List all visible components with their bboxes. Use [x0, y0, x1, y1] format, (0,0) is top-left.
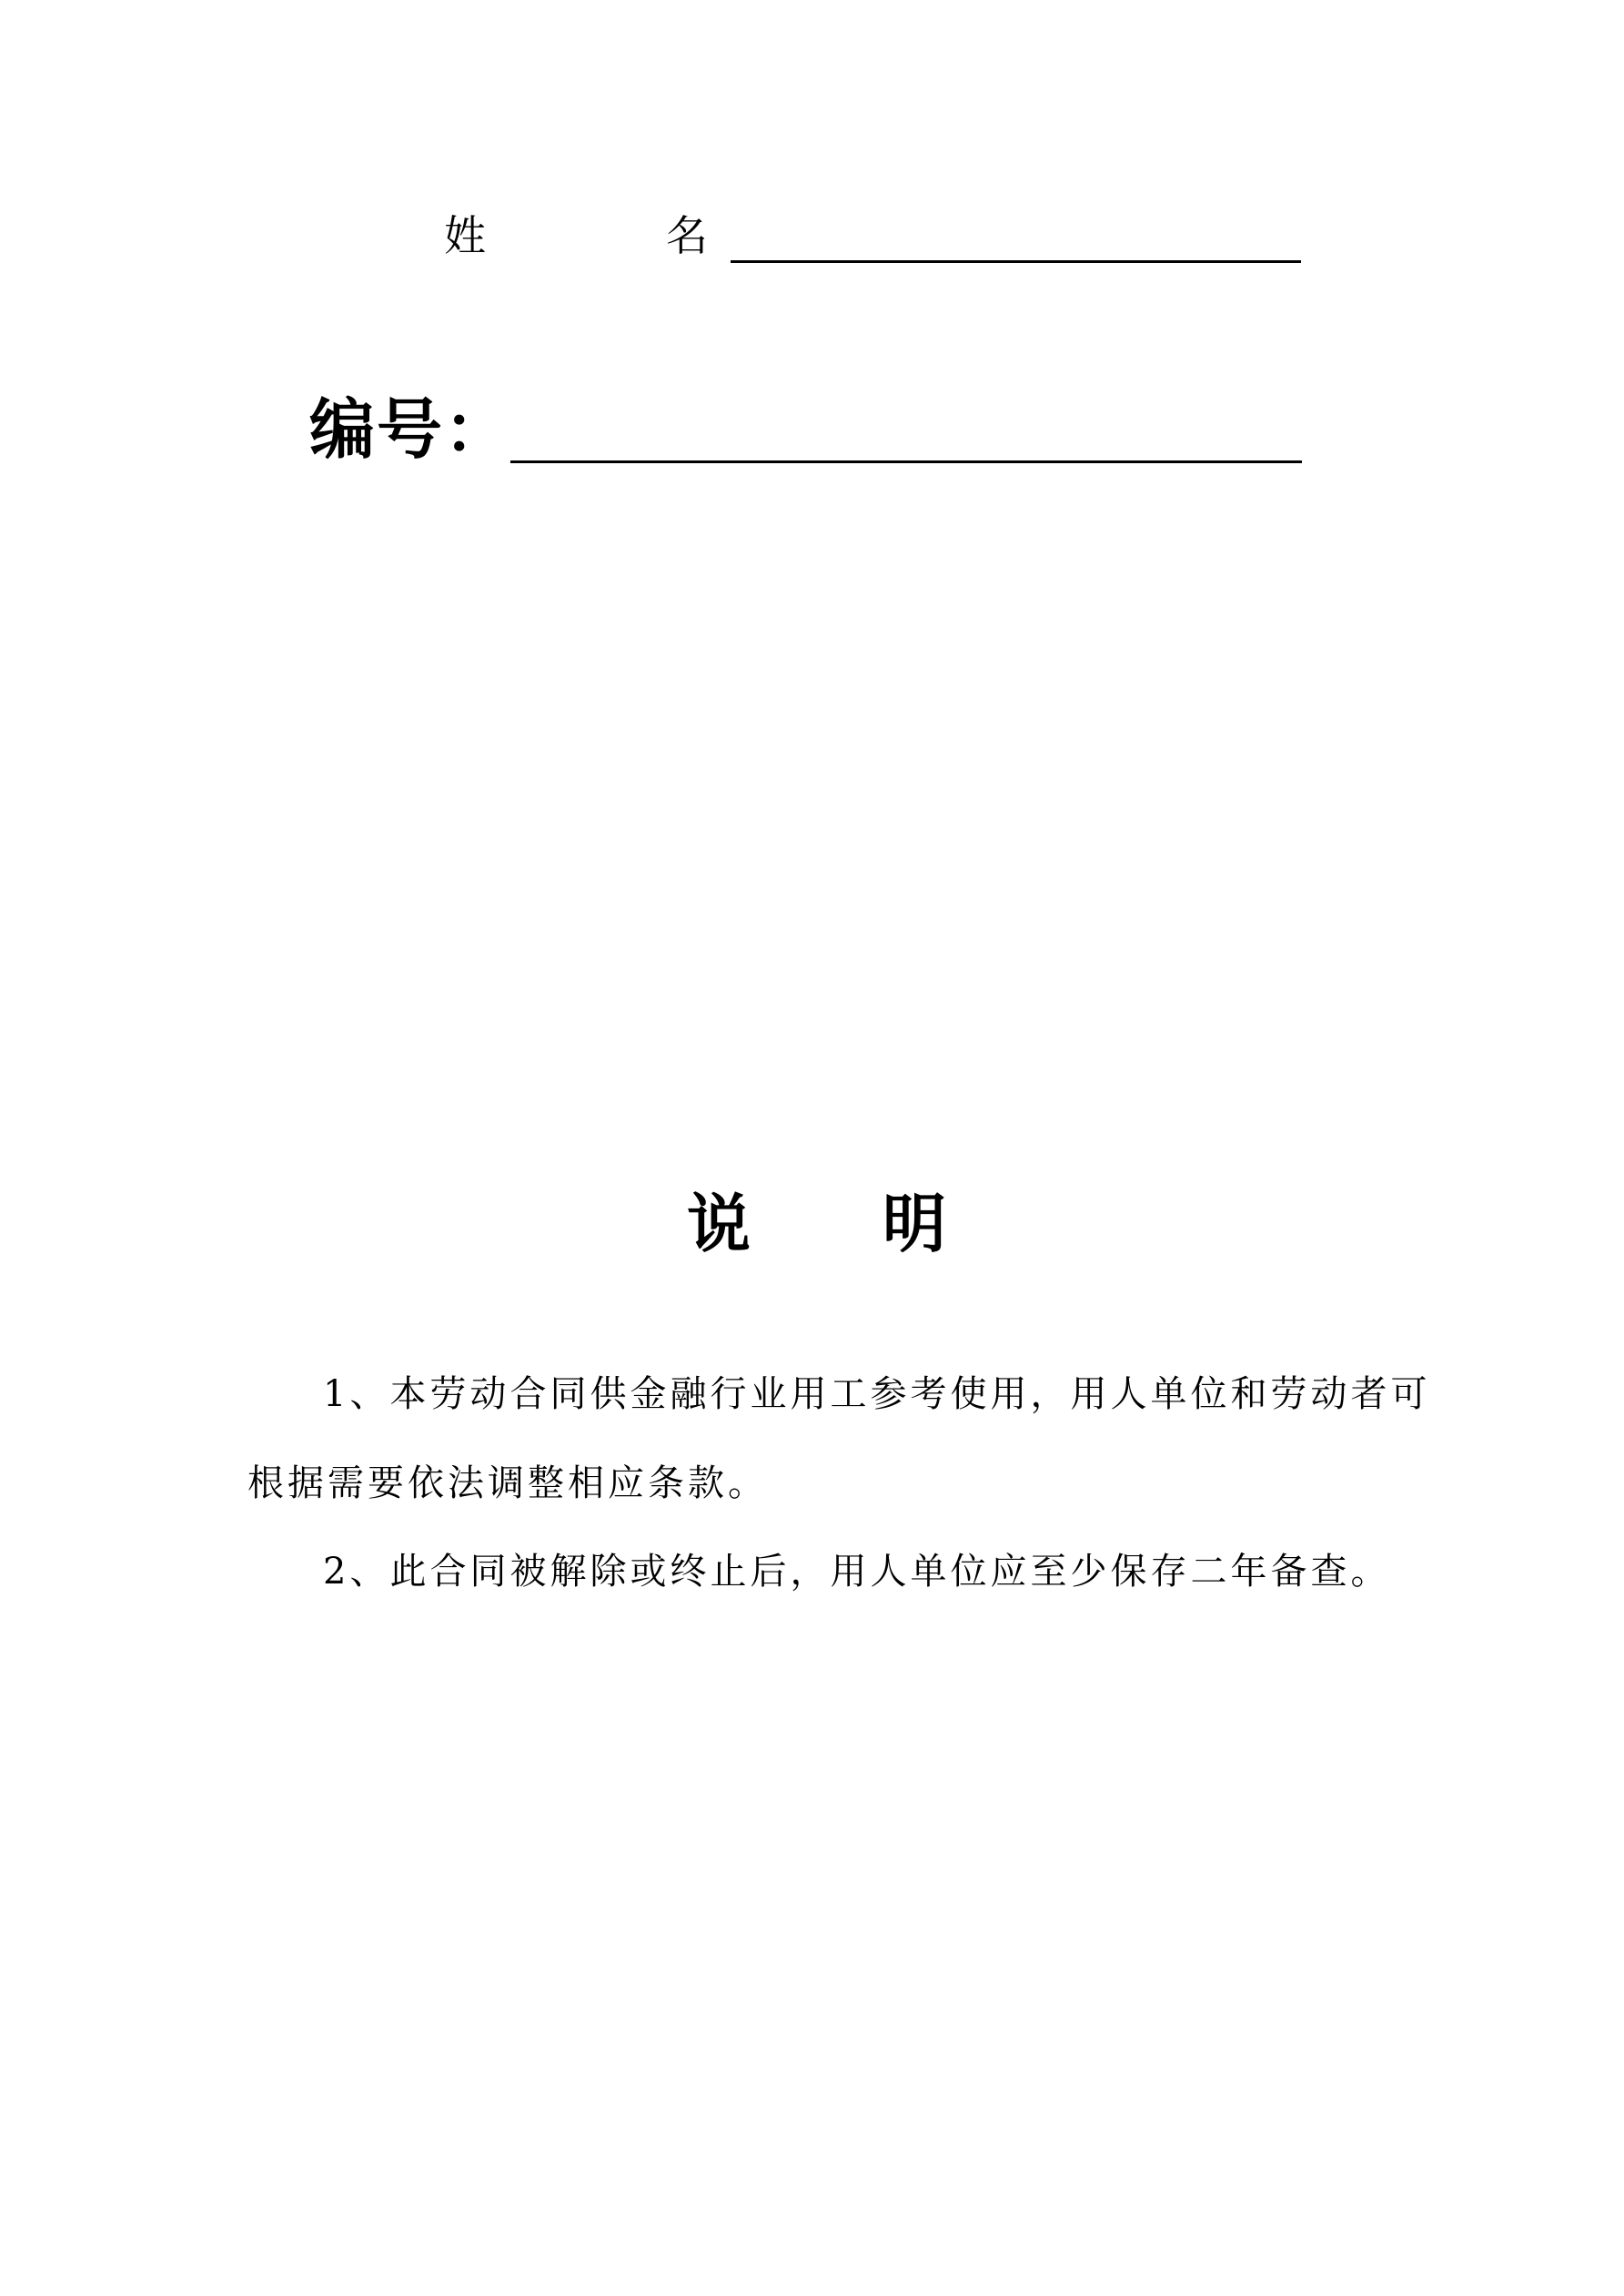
note-item-2: 2、此合同被解除或终止后，用人单位应至少保存二年备查。	[323, 1551, 1391, 1593]
notes-title	[0, 1183, 1624, 1265]
notes-title-char1: 说	[687, 1187, 751, 1261]
name-label-char1: 姓	[444, 211, 486, 260]
number-field	[309, 391, 1310, 468]
name-label-char2: 名	[666, 211, 708, 260]
note-item-1-line-1: 1、本劳动合同供金融行业用工参考使用，用人单位和劳动者可	[323, 1373, 1431, 1415]
number-blank-line[interactable]	[510, 460, 1302, 463]
notes-title-char2: 明	[883, 1187, 946, 1261]
name-blank-line[interactable]	[731, 260, 1301, 263]
note-item-1-line-2: 根据需要依法调整相应条款。	[247, 1462, 768, 1504]
number-label: 编号：	[309, 391, 512, 468]
